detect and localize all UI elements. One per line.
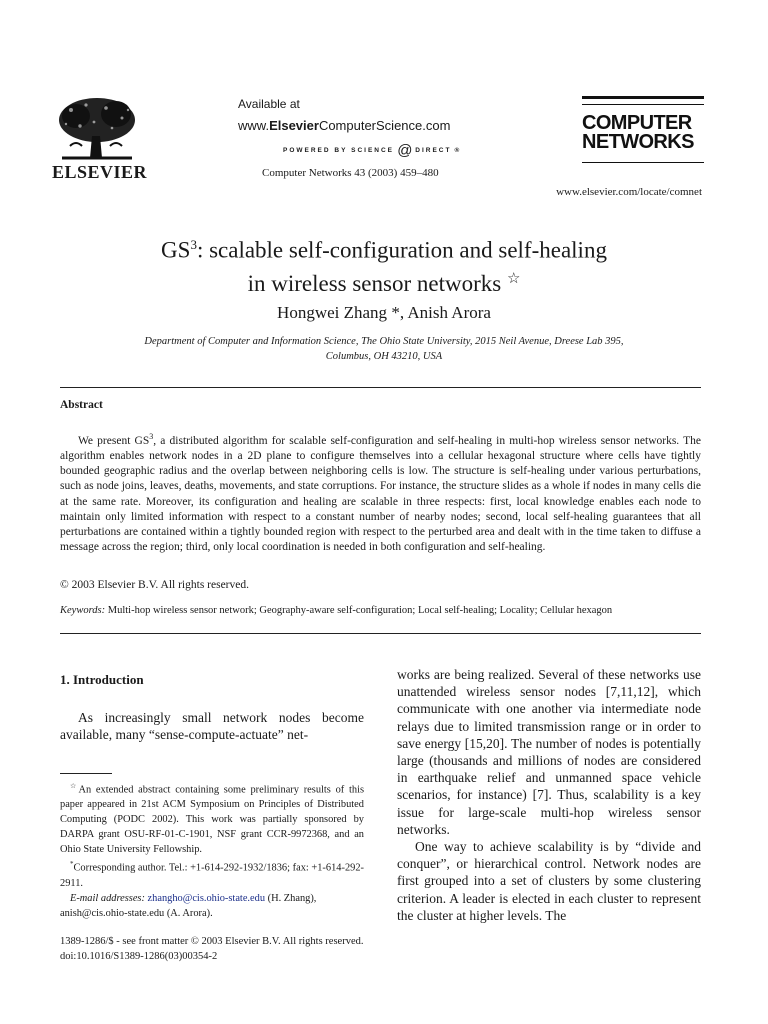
email-zhang-link[interactable]: zhangho@cis.ohio-state.edu	[147, 892, 266, 904]
keywords-list: Multi-hop wireless sensor network; Geography-aware self-configuration; Local self-healing; Locality; Cellular hexagon	[105, 605, 613, 616]
footnote-1	[60, 779, 364, 857]
footnote-1-text: An extended abstract containing some preliminary results of this paper appeared in 21st ACM Symposium on Principles of Distributed Computing (PODC 2002). This work was partially sponsored by DARPA grant OSU-RF-01-C-1901, NSF grant CCR-9972368, and an Ohio State University Fellowship.	[60, 784, 365, 856]
affiliation-line1: Department of Computer and Information Science, The Ohio State University, 2015 Neil Avenue, Dreese Lab 395,	[144, 336, 624, 347]
footnote-divider	[60, 773, 112, 774]
journal-title-line2: NETWORKS	[582, 131, 694, 153]
title-line-2	[60, 265, 708, 298]
front-matter-notes	[60, 934, 363, 964]
title-line1-text: : scalable self-configuration and self-healing	[196, 237, 607, 263]
abstract-heading: Abstract	[60, 399, 103, 411]
email-zhang-owner: (H. Zhang),	[265, 892, 317, 904]
journal-title-line1: COMPUTER	[582, 112, 692, 134]
intro-paragraph-right-1: works are being realized. Several of these networks use unattended wireless sensor nodes [7,11,12], which communicate with one another via intermediate node relays due to limited transmission range or in order to save energy [15,20]. The number of nodes is potentially large (thousands and millions of nodes are considered in earthquake relief and unmanned space vehicle scenarios, for instance) [7]. Thus, scalability is a key issue for large-scale multi-hop wireless sensor networks.	[397, 667, 701, 837]
journal-logo-rule-bottom	[582, 162, 704, 163]
registered-mark: ®	[454, 147, 462, 154]
tree-icon	[56, 96, 138, 162]
publisher-logo-text: ELSEVIER	[52, 162, 148, 182]
sciencedirect-at-icon: @	[397, 142, 413, 159]
journal-logo-rule-top	[582, 96, 704, 99]
corresponding-author-mark[interactable]: *	[391, 303, 400, 322]
title-note-star-icon[interactable]: ☆	[506, 270, 521, 287]
author-arora: Anish Arora	[407, 303, 491, 322]
title-line-1	[60, 230, 708, 265]
affiliation	[90, 334, 678, 364]
title-line2-text: in wireless sensor networks	[247, 270, 502, 296]
footnote-1-star-icon: ☆	[70, 782, 79, 790]
author-separator: ,	[399, 303, 408, 322]
journal-logo	[582, 114, 707, 152]
issn-line: 1389-1286/$ - see front matter © 2003 Elsevier B.V. All rights reserved.	[60, 936, 364, 947]
journal-logo-rule-thin	[582, 104, 704, 105]
abstract-rest: , a distributed algorithm for scalable self-configuration and self-healing in multi-hop wireless sensor networks. The algorithm enables network nodes in a 2D plane to configure themselves into a cellular hexagonal structure where cells have tightly bounded geographic radius and the overlap between neighboring cells is low. The structure is self-healing under various perturbations, such as node joins, leaves, deaths, movements, and state corruptions. For instance, the structure slides as a whole if nodes in many cells die at the same rate. Moreover, its configuration and healing are scalable in three respects: first, local knowledge enables each node to maintain only limited information with respect to a constant number of nearby nodes; second, local self-healing guarantees that all perturbations are contained within a tightly bounded region with respect to the perturbed area and dealt with in the time taken to diffuse a message across the region; third, only local coordination is needed in both configuration and self-healing.	[60, 434, 701, 554]
paper-title	[60, 230, 708, 298]
footnote-2-text: Corresponding author. Tel.: +1-614-292-1932/1836; fax: +1-614-292-2911.	[60, 862, 364, 889]
doi-line[interactable]: doi:10.1016/S1389-1286(03)00354-2	[60, 951, 218, 962]
footnotes	[60, 779, 364, 921]
powered-by-label: POWERED BY SCIENCE	[283, 147, 395, 154]
author-list	[60, 303, 708, 323]
powered-by-sciencedirect	[283, 142, 461, 159]
divider-bottom	[60, 633, 701, 634]
keywords-label: Keywords:	[60, 605, 106, 616]
abstract-superscript: 3	[149, 432, 154, 441]
divider-top	[60, 387, 701, 388]
keywords	[60, 605, 701, 616]
footnote-2-mark: *	[70, 860, 74, 869]
intro-paragraph-right-2: One way to achieve scalability is by “divide and conquer”, or hierarchical control. Network nodes are first grouped into a set of clusters by some clustering criterion. A leader is elected in each cluster to represent the cluster at higher levels. The	[397, 839, 701, 923]
footnote-emails	[60, 891, 364, 906]
website-bold: Elsevier	[269, 118, 319, 133]
direct-label: DIRECT	[415, 147, 452, 154]
left-column	[60, 671, 364, 744]
journal-citation: Computer Networks 43 (2003) 459–480	[262, 167, 439, 179]
title-superscript: 3	[190, 237, 197, 252]
title-prefix: GS	[161, 237, 191, 263]
email-label: E-mail addresses:	[70, 892, 145, 904]
abstract-text	[60, 429, 701, 555]
author-zhang: Hongwei Zhang	[277, 303, 388, 322]
section-heading-introduction: 1. Introduction	[60, 672, 144, 687]
website-suffix: ComputerScience.com	[318, 118, 451, 133]
abstract-start: We present GS	[78, 434, 150, 447]
available-at-label: Available at	[238, 97, 300, 111]
affiliation-line2: Columbus, OH 43210, USA	[325, 351, 443, 362]
journal-url-link[interactable]: www.elsevier.com/locate/comnet	[556, 186, 702, 198]
website-prefix: www.	[238, 118, 270, 133]
intro-paragraph-left: As increasingly small network nodes become available, many “sense-compute-actuate” net-	[60, 710, 364, 743]
abstract-copyright: © 2003 Elsevier B.V. All rights reserved.	[60, 579, 249, 591]
website-link[interactable]	[238, 118, 450, 133]
footnote-2	[60, 857, 364, 890]
right-column	[397, 666, 701, 924]
footnote-email-arora: anish@cis.ohio-state.edu (A. Arora).	[60, 907, 213, 919]
